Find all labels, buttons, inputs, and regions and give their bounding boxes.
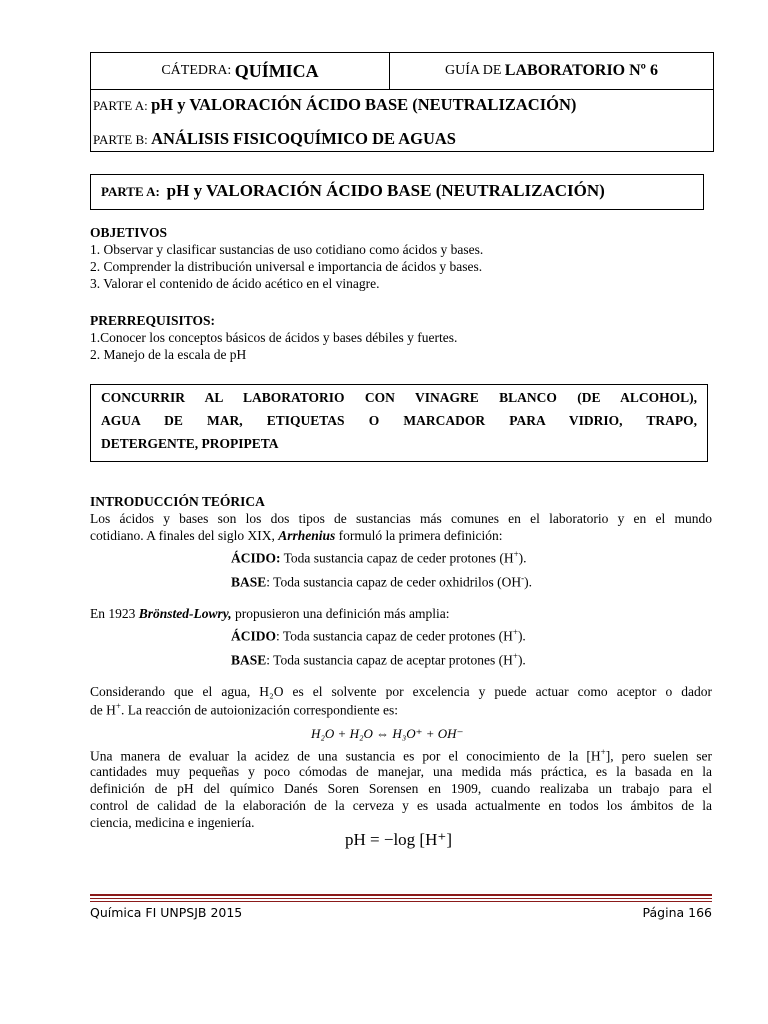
prerrequisitos-heading: PRERREQUISITOS: xyxy=(90,313,216,328)
objetivo-item: 2. Comprender la distribución universal e importancia de ácidos y bases. xyxy=(90,259,483,274)
section-title-box xyxy=(90,174,704,210)
bronsted-paragraph xyxy=(90,606,449,622)
parte-a-label: PARTE A: xyxy=(93,98,148,113)
page-number: Página 166 xyxy=(642,905,712,920)
intro-paragraph-line: definición de pH del químico Danés Soren Sorensen en 1909, cuando realizaba un trabajo para el xyxy=(90,781,712,796)
objetivo-item: 1. Observar y clasificar sustancias de uso cotidiano como ácidos y bases. xyxy=(90,242,484,257)
objetivo-item: 3. Valorar el contenido de ácido acético en el vinagre. xyxy=(90,276,380,291)
arrhenius-name: Arrhenius xyxy=(278,528,336,543)
definition-text: Toda sustancia capaz de ceder protones (H xyxy=(280,550,514,566)
notice-line: AGUA DE MAR, ETIQUETAS O MARCADOR PARA VIDRIO, TRAPO, xyxy=(101,413,697,428)
ph-formula: pH = −log [H⁺] xyxy=(345,830,452,849)
text-run: ], pero suelen ser xyxy=(605,748,712,764)
intro-paragraph-line: Los ácidos y bases son los dos tipos de sustancias más comunes en el laboratorio y en el mundo xyxy=(90,511,712,526)
guia-value: LABORATORIO Nº 6 xyxy=(504,62,658,79)
intro-paragraph-line xyxy=(90,528,502,544)
text-run: de H xyxy=(90,702,116,718)
catedra-value: QUÍMICA xyxy=(234,60,319,81)
catedra-cell xyxy=(91,53,389,89)
text-run: . La reacción de autoionización correspondiente es: xyxy=(120,702,398,718)
definition-term: ÁCIDO xyxy=(231,628,277,644)
header-parte-a xyxy=(93,95,576,115)
intro-paragraph-line: ciencia, medicina e ingeniería. xyxy=(90,815,255,830)
intro-paragraph-line: cantidades muy pequeñas y poco cómodas de manejar, una medida más práctica, es la basada en la xyxy=(90,764,712,779)
section-title: pH y VALORACIÓN ÁCIDO BASE (NEUTRALIZACIÓN) xyxy=(166,181,605,200)
intro-heading: INTRODUCCIÓN TEÓRICA xyxy=(90,494,265,509)
definition-term: BASE xyxy=(231,574,267,590)
bronsted-acid-definition: ÁCIDO: Toda sustancia capaz de ceder protones (H+). xyxy=(231,627,526,644)
parte-a-title: pH y VALORACIÓN ÁCIDO BASE (NEUTRALIZACIÓN) xyxy=(151,95,577,114)
prerrequisito-item: 1.Conocer los conceptos básicos de ácidos y bases débiles y fuertes. xyxy=(90,330,458,345)
parte-b-label: PARTE B: xyxy=(93,132,148,147)
arrhenius-acid-definition: ÁCIDO: Toda sustancia capaz de ceder protones (H+). xyxy=(231,549,527,566)
parte-b-title: ANÁLISIS FISICOQUÍMICO DE AGUAS xyxy=(151,129,456,148)
bronsted-base-definition: BASE: Toda sustancia capaz de aceptar protones (H+). xyxy=(231,651,526,668)
footer-rule xyxy=(90,901,712,902)
text-run: propusieron una definición más amplia: xyxy=(231,606,450,621)
footer-rule xyxy=(90,898,712,899)
header-table xyxy=(90,52,714,152)
bronsted-name: Brönsted-Lowry, xyxy=(138,606,232,621)
section-label: PARTE A: xyxy=(101,184,160,199)
objetivos-heading: OBJETIVOS xyxy=(90,225,168,240)
footer-rule xyxy=(90,894,712,896)
definition-text: : Toda sustancia capaz de ceder protones (H xyxy=(276,628,513,644)
materials-notice-box xyxy=(90,384,708,462)
catedra-label: CÁTEDRA: xyxy=(161,63,232,78)
definition-term: BASE xyxy=(231,652,267,668)
intro-paragraph-line: Una manera de evaluar la acidez de una sustancia es por el conocimiento de la [H+], pero suelen ser xyxy=(90,747,712,764)
guia-cell xyxy=(390,53,713,89)
autoionization-equation: H₂O + H₂O ⇔ H₃O⁺ + OH⁻ xyxy=(311,726,464,741)
definition-text: : Toda sustancia capaz de aceptar protones (H xyxy=(266,652,513,668)
text-run: cotidiano. A finales del siglo XIX, xyxy=(90,528,279,543)
notice-line: CONCURRIR AL LABORATORIO CON VINAGRE BLANCO (DE ALCOHOL), xyxy=(101,390,697,405)
definition-term: ÁCIDO: xyxy=(231,550,281,566)
header-parte-b xyxy=(93,129,456,149)
footer-left: Química FI UNPSJB 2015 xyxy=(90,905,243,920)
notice-line: DETERGENTE, PROPIPETA xyxy=(101,436,279,451)
guia-label: GUÍA DE xyxy=(445,63,502,78)
arrhenius-base-definition: BASE: Toda sustancia capaz de ceder oxhidrilos (OH-). xyxy=(231,573,532,590)
text-run: Una manera de evaluar la acidez de una sustancia es por el conocimiento de la [H xyxy=(90,748,601,764)
intro-paragraph-line: control de calidad de la elaboración de la cerveza y es usada actualmente en todos los ámbitos de la xyxy=(90,798,712,813)
text-run: formuló la primera definición: xyxy=(335,528,503,543)
prerrequisito-item: 2. Manejo de la escala de pH xyxy=(90,347,247,362)
definition-text: : Toda sustancia capaz de ceder oxhidrilos (OH xyxy=(266,574,522,590)
intro-paragraph-line: de H+. La reacción de autoionización correspondiente es: xyxy=(90,701,398,718)
text-run: En 1923 xyxy=(90,606,139,621)
intro-paragraph-line: Considerando que el agua, H₂O es el solvente por excelencia y puede actuar como aceptor o dador xyxy=(90,684,712,699)
